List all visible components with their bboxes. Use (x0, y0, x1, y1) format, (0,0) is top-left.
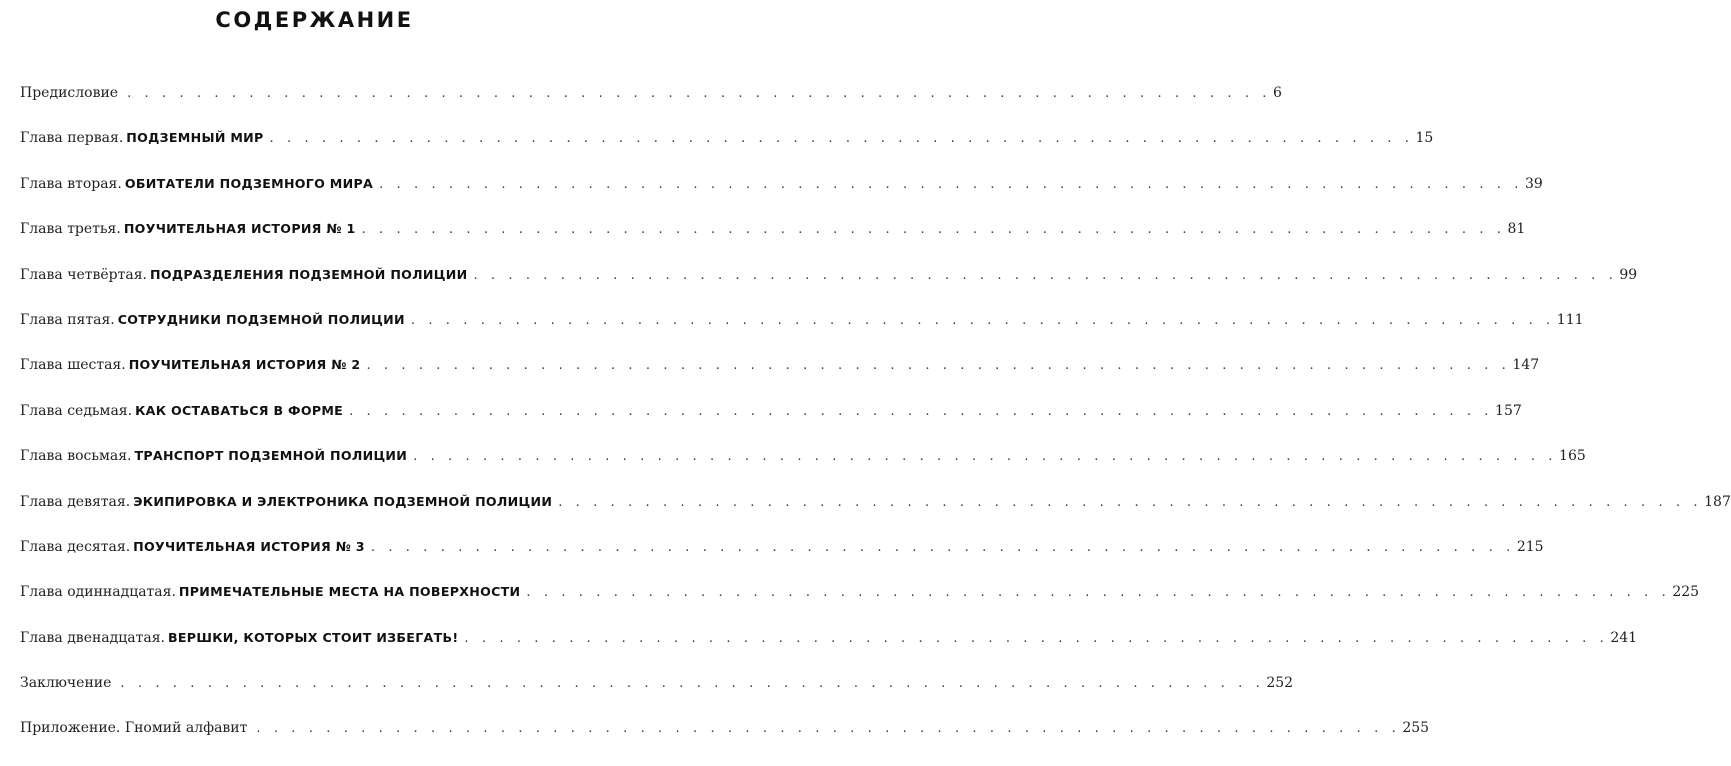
toc-entry-page: 252 (1266, 675, 1294, 692)
toc-entry-page: 15 (1415, 130, 1434, 147)
toc-entry-heading: ПОУЧИТЕЛЬНАЯ ИСТОРИЯ № 3 (133, 538, 365, 554)
toc-entry-prefix: Заключение (20, 675, 112, 692)
toc-entry[interactable] (20, 675, 1294, 720)
toc-entry[interactable] (20, 584, 1700, 629)
toc-entry-page: 6 (1273, 85, 1282, 101)
toc-leader-dots: . . . . . . . . . . . . . . . . . . . . . . . . . . . . . . . . . . . . . . . . . . . . . . . . . . . . . . . . . . . . . . . . . . (410, 312, 1555, 328)
toc-entry-page: 187 (1704, 493, 1731, 510)
toc-leader-dots: . . . . . . . . . . . . . . . . . . . . . . . . . . . . . . . . . . . . . . . . . . . . . . . . . . . . . . . . . . . . . . . . . . (370, 539, 1515, 555)
toc-entry[interactable] (20, 357, 1540, 402)
toc-leader-dots: . . . . . . . . . . . . . . . . . . . . . . . . . . . . . . . . . . . . . . . . . . . . . . . . . . . . . . . . . . . . . . . . . . (366, 358, 1511, 374)
toc-entry[interactable] (20, 402, 1522, 448)
toc-entry-page: 255 (1402, 720, 1430, 737)
toc-entry-page: 225 (1672, 584, 1700, 601)
toc-entry-heading: ВЕРШКИ, КОТОРЫХ СТОИТ ИЗБЕГАТЬ! (168, 629, 459, 645)
toc-entry-prefix: Глава десятая. (20, 538, 131, 555)
toc-entry[interactable] (20, 266, 1638, 312)
toc-entry-prefix: Глава первая. (20, 130, 124, 147)
toc-entry-page: 215 (1516, 538, 1544, 555)
toc-entry-page: 241 (1610, 629, 1638, 646)
toc-leader-dots: . . . . . . . . . . . . . . . . . . . . . . . . . . . . . . . . . . . . . . . . . . . . . . . . . . . . . . . . . . . . . . . . . . (269, 131, 1414, 147)
toc-leader-dots: . . . . . . . . . . . . . . . . . . . . . . . . . . . . . . . . . . . . . . . . . . . . . . . . . . . . . . . . . . . . . . . . . . (361, 222, 1506, 238)
toc-entry-heading: СОТРУДНИКИ ПОДЗЕМНОЙ ПОЛИЦИИ (117, 311, 405, 327)
page-title: СОДЕРЖАНИЕ (215, 8, 414, 32)
toc-leader-dots: . . . . . . . . . . . . . . . . . . . . . . . . . . . . . . . . . . . . . . . . . . . . . . . . . . . . . . . . . . . . . . . . . . (558, 494, 1703, 510)
toc-entry-page: 39 (1525, 175, 1543, 192)
toc-entry-prefix: Глава пятая. (20, 311, 115, 328)
toc-entry[interactable] (20, 221, 1526, 266)
toc-entry-prefix: Глава четвёртая. (20, 266, 147, 283)
toc-leader-dots: . . . . . . . . . . . . . . . . . . . . . . . . . . . . . . . . . . . . . . . . . . . . . . . . . . . . . . . . . . . . . . . . . . (473, 267, 1618, 283)
toc-entry-page: 165 (1559, 448, 1586, 465)
toc-entry[interactable] (20, 629, 1638, 675)
toc-entry-prefix: Предисловие (20, 85, 119, 101)
toc-entry-prefix: Глава седьмая. (20, 402, 133, 419)
toc-entry-prefix: Глава двенадцатая. (20, 629, 165, 646)
toc-entry[interactable] (20, 130, 1434, 175)
toc-entry[interactable] (20, 311, 1584, 357)
toc-leader-dots: . . . . . . . . . . . . . . . . . . . . . . . . . . . . . . . . . . . . . . . . . . . . . . . . . . . . . . . . . . . . . . . . . . (120, 676, 1265, 692)
toc-entry-page: 81 (1507, 221, 1526, 238)
toc-entry-page: 147 (1512, 357, 1540, 374)
toc-list (20, 85, 1731, 766)
toc-leader-dots: . . . . . . . . . . . . . . . . . . . . . . . . . . . . . . . . . . . . . . . . . . . . . . . . . . . . . . . . . . . . . . . . . . (413, 449, 1558, 465)
toc-entry[interactable] (20, 85, 1282, 130)
toc-entry[interactable] (20, 493, 1731, 539)
toc-entry[interactable] (20, 175, 1543, 221)
toc-entry-heading: ПОУЧИТЕЛЬНАЯ ИСТОРИЯ № 2 (128, 357, 361, 373)
toc-entry-heading: КАК ОСТАВАТЬСЯ В ФОРМЕ (135, 402, 344, 418)
toc-entry-page: 157 (1495, 402, 1522, 419)
toc-entry-prefix: Глава вторая. (20, 175, 122, 192)
toc-leader-dots: . . . . . . . . . . . . . . . . . . . . . . . . . . . . . . . . . . . . . . . . . . . . . . . . . . . . . . . . . . . . . . . . . . (526, 585, 1671, 601)
toc-entry-heading: ЭКИПИРОВКА И ЭЛЕКТРОНИКА ПОДЗЕМНОЙ ПОЛИЦИИ (133, 493, 553, 509)
toc-entry-heading: ПРИМЕЧАТЕЛЬНЫЕ МЕСТА НА ПОВЕРХНОСТИ (178, 584, 521, 600)
toc-leader-dots: . . . . . . . . . . . . . . . . . . . . . . . . . . . . . . . . . . . . . . . . . . . . . . . . . . . . . . . . . . . . . . . . . . (127, 86, 1272, 101)
toc-entry-heading: ТРАНСПОРТ ПОДЗЕМНОЙ ПОЛИЦИИ (134, 448, 408, 464)
toc-leader-dots: . . . . . . . . . . . . . . . . . . . . . . . . . . . . . . . . . . . . . . . . . . . . . . . . . . . . . . . . . . . . . . . . . . (349, 403, 1494, 419)
toc-leader-dots: . . . . . . . . . . . . . . . . . . . . . . . . . . . . . . . . . . . . . . . . . . . . . . . . . . . . . . . . . . . . . . . . . . (256, 721, 1401, 737)
toc-entry-page: 99 (1619, 266, 1638, 283)
toc-entry-prefix: Глава шестая. (20, 357, 126, 374)
toc-entry-heading: ПОУЧИТЕЛЬНАЯ ИСТОРИЯ № 1 (123, 221, 356, 237)
toc-leader-dots: . . . . . . . . . . . . . . . . . . . . . . . . . . . . . . . . . . . . . . . . . . . . . . . . . . . . . . . . . . . . . . . . . . (379, 176, 1523, 192)
toc-entry-heading: ОБИТАТЕЛИ ПОДЗЕМНОГО МИРА (124, 175, 374, 191)
toc-entry-prefix: Глава одиннадцатая. (20, 584, 176, 601)
toc-entry-heading: ПОДРАЗДЕЛЕНИЯ ПОДЗЕМНОЙ ПОЛИЦИИ (149, 266, 468, 282)
toc-entry-prefix: Глава восьмая. (20, 448, 132, 465)
toc-entry-prefix: Глава девятая. (20, 493, 131, 510)
toc-entry[interactable] (20, 538, 1544, 584)
toc-leader-dots: . . . . . . . . . . . . . . . . . . . . . . . . . . . . . . . . . . . . . . . . . . . . . . . . . . . . . . . . . . . . . . . . . . (464, 630, 1609, 646)
toc-entry[interactable] (20, 448, 1586, 493)
toc-entry-page: 111 (1556, 311, 1584, 328)
toc-entry-prefix: Глава третья. (20, 221, 121, 238)
toc-entry-prefix: Приложение. Гномий алфавит (20, 720, 248, 737)
toc-entry[interactable] (20, 720, 1430, 765)
toc-entry-heading: ПОДЗЕМНЫЙ МИР (126, 130, 264, 146)
